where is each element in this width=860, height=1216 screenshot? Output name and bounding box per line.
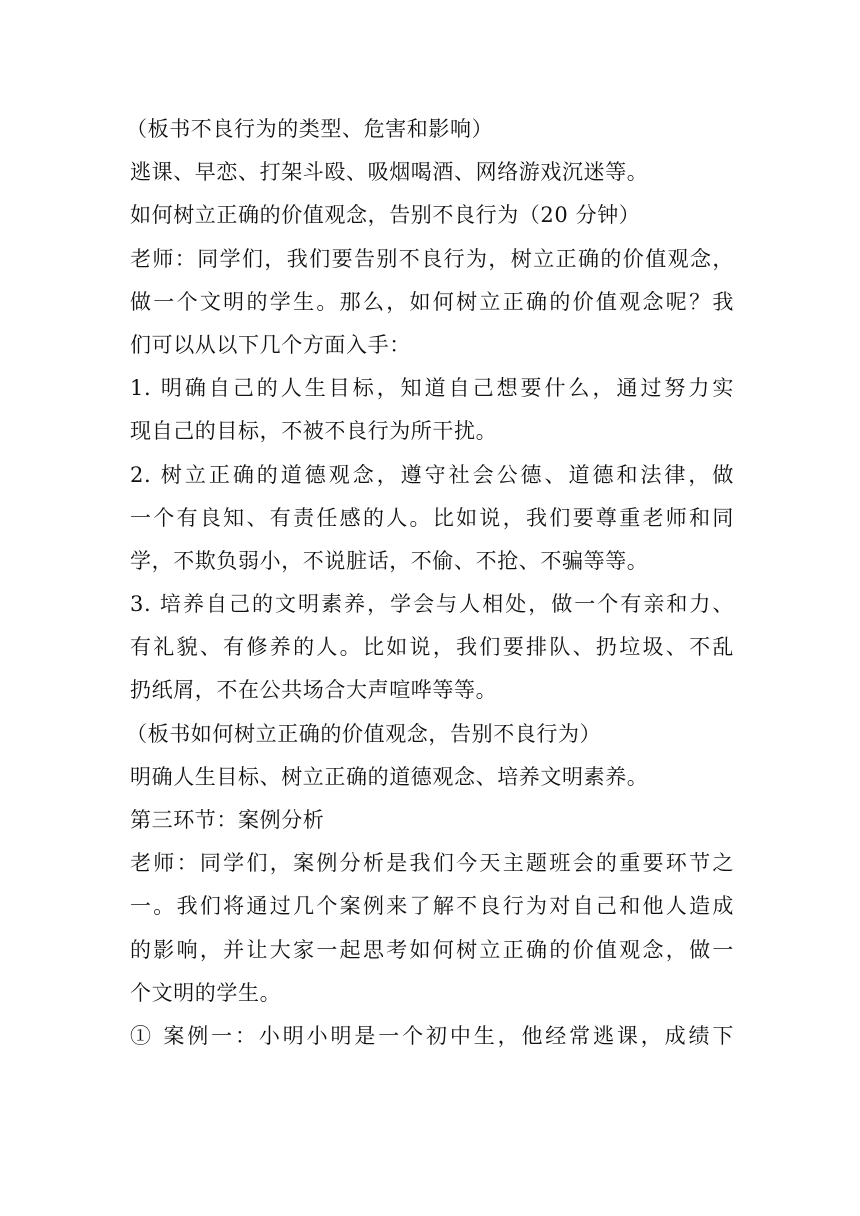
list-item-2-line: 学，不欺负弱小，不说脏话，不偷、不抢、不骗等等。	[130, 548, 649, 573]
list-item-3-line: 3. 培养自己的文明素养，学会与人相处，做一个有亲和力、	[130, 592, 734, 617]
section-heading-values: 如何树立正确的价值观念，告别不良行为（20 分钟）	[130, 203, 641, 228]
case-intro-line: 老师：同学们，案例分析是我们今天主题班会的重要环节之	[130, 851, 734, 876]
list-item-2-line: 一个有良知、有责任感的人。比如说，我们要尊重老师和同	[130, 505, 734, 530]
blackboard-note-types: （板书不良行为的类型、危害和影响）	[126, 117, 494, 141]
list-item-3-line: 有礼貌、有修养的人。比如说，我们要排队、扔垃圾、不乱	[130, 635, 734, 660]
teacher-paragraph-line: 们可以从以下几个方面入手：	[130, 332, 411, 357]
teacher-paragraph-line: 老师：同学们，我们要告别不良行为，树立正确的价值观念，	[130, 246, 734, 271]
list-item-2-line: 2. 树立正确的道德观念，遵守社会公德、道德和法律，做	[130, 462, 734, 487]
document-body	[126, 108, 734, 1058]
case-intro-line: 个文明的学生。	[130, 980, 282, 1005]
case-one-line: ① 案例一：小明小明是一个初中生，他经常逃课，成绩下	[130, 1023, 734, 1048]
case-intro-line: 的影响，并让大家一起思考如何树立正确的价值观念，做一	[130, 937, 734, 962]
list-item-1-line: 现自己的目标，不被不良行为所干扰。	[130, 419, 498, 444]
teacher-paragraph-line: 做一个文明的学生。那么，如何树立正确的价值观念呢？我	[130, 289, 734, 314]
section-heading-case-analysis: 第三环节：案例分析	[130, 808, 325, 832]
blackboard-note-values: （板书如何树立正确的价值观念，告别不良行为）	[126, 721, 602, 746]
bad-behavior-list: 逃课、早恋、打架斗殴、吸烟喝酒、网络游戏沉迷等。	[130, 160, 649, 185]
list-item-1-line: 1. 明确自己的人生目标，知道自己想要什么，通过努力实	[130, 376, 734, 401]
list-item-3-line: 扔纸屑，不在公共场合大声喧哗等等。	[130, 678, 498, 703]
values-summary: 明确人生目标、树立正确的道德观念、培养文明素养。	[130, 764, 649, 789]
case-intro-line: 一。我们将通过几个案例来了解不良行为对自己和他人造成	[130, 894, 734, 919]
